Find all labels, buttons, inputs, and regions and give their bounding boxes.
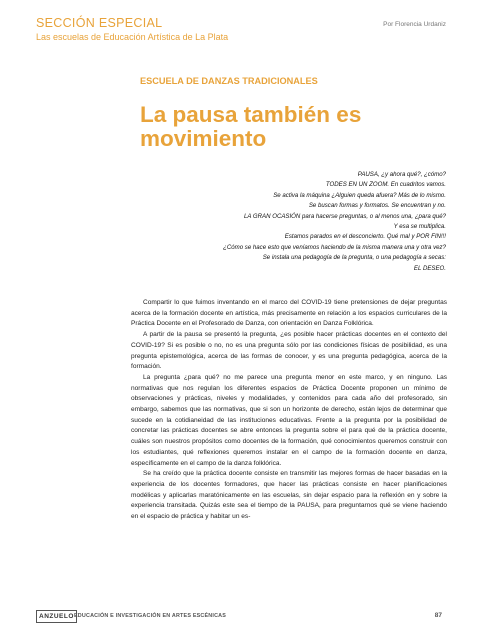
epigraph-line: PAUSA, ¿y ahora qué?, ¿cómo? xyxy=(357,171,446,178)
epigraph-line: Se instala una pedagogía de la pregunta, o una pedagogía a secas: xyxy=(262,254,446,262)
body-paragraph: Se ha creído que la práctica docente consiste en transmitir las mejores formas de hacer basadas en la experiencia de los docentes formadores, que hacer las prácticas consiste en hacer planificaciones modélicas y aplicarlas maratónicamente en las escuelas, sin dejar espacio para la reflexión en y sobre la experiencia transitada. Quizás este sea el tiempo de la PAUSA, para preguntarnos qué se viene haciendo en el espacio de práctica y habitar un es- xyxy=(131,470,447,521)
epigraph-line: TODES EN UN ZOOM. En cuadritos vamos. xyxy=(325,181,446,189)
page-number: 87 xyxy=(434,612,442,619)
body-paragraph: Compartir lo que fuimos inventando en el marco del COVID-19 tiene pretensiones de dejar preguntas acerca de la formación docente en artística, más precisamente en relación a los espacios curriculares de la Práctica Docente en el Profesorado de Danza, con orientación en Danza Folklórica. xyxy=(131,299,447,328)
section-subtitle: Las escuelas de Educación Artística de La Plata xyxy=(36,32,229,42)
epigraph-line: EL DESEO. xyxy=(413,264,446,272)
epigraph-line: LA GRAN OCASIÓN para hacerse preguntas, o al menos una, ¿para qué? xyxy=(244,212,446,220)
body-paragraph: La pregunta ¿para qué? no me parece una pregunta menor en este marco, y en ninguno. Las normativas que nos regulan los diferentes espacios de Práctica Docente proponen un mínimo de observaciones y prácticas, niveles y modalidades, y contenidos para cada año del profesorado, sin embargo, sabemos que las normativas, que si son un horizonte de derecho, están lejos de determinar que sucede en la cotidianeidad de las instituciones educativas. Frente a la pregunta por la posibilidad de concretar las prácticas docentes se abre entonces la pregunta sobre el para qué de la práctica docente, cuáles son nuestros propósitos como docentes de la formación, qué conocimientos queremos construir con los estudiantes, qué reflexiones queremos instalar en el campo de la formación docente en danza, específicamente en el campo de la danza folklórica. xyxy=(131,373,447,467)
epigraph-line: Y esa se multiplica. xyxy=(393,223,446,231)
article-body xyxy=(131,298,447,523)
publication-logo: ANZUELO xyxy=(36,610,77,623)
body-paragraph: A partir de la pausa se presentó la pregunta, ¿es posible hacer prácticas docentes en el contexto del COVID-19? Si es posible o no, no es una pregunta sólo por las condiciones físicas de posibilidad, es una pregunta epistemológica, acerca de las formas de conocer, y es una pregunta pedagógica, acerca de la formación. xyxy=(131,331,447,371)
epigraph-line: Se buscan formas y formatos. Se encuentran y no. xyxy=(308,202,446,210)
article-kicker: ESCUELA DE DANZAS TRADICIONALES xyxy=(140,76,318,86)
epigraph-line: ¿Cómo se hace esto que veníamos haciendo de la misma manera una y otra vez? xyxy=(223,243,446,251)
epigraph-line: Se activa la máquina ¿Alguien queda afuera? Más de lo mismo. xyxy=(273,191,446,199)
article-title: La pausa también es movimiento xyxy=(140,102,362,151)
publication-name: EDUCACIÓN E INVESTIGACIÓN EN ARTES ESCÉNICAS xyxy=(74,613,227,619)
section-title: SECCIÓN ESPECIAL xyxy=(36,16,163,30)
epigraph xyxy=(140,170,446,274)
epigraph-line: Estamos parados en el desconcierto. Qué mal y POR FIN!!! xyxy=(284,233,446,241)
author-byline: Por Florencia Urdaniz xyxy=(383,21,446,28)
